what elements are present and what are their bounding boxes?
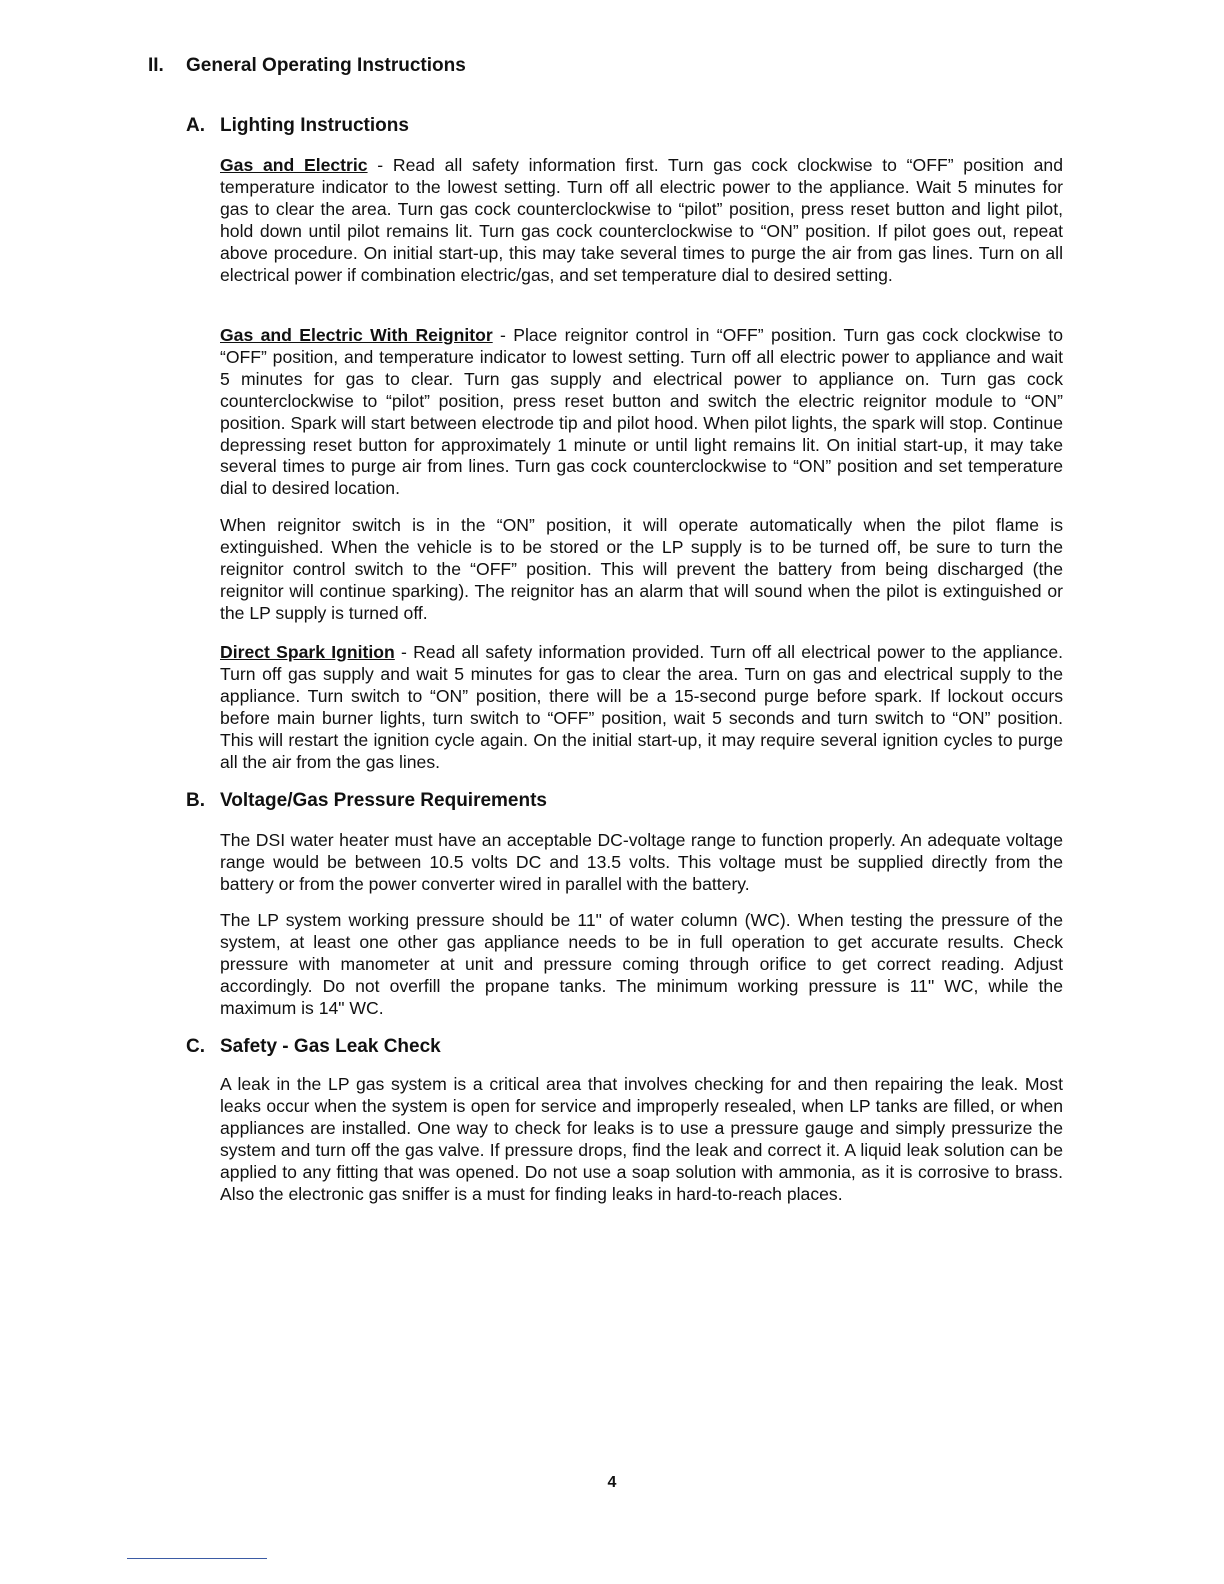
subsection-a-title: Lighting Instructions bbox=[220, 115, 409, 136]
voltage-paragraph: The DSI water heater must have an acceptable DC-voltage range to function properly. An adequate voltage range would be between 10.5 volts DC and 13.5 volts. This voltage must be supplied directly from the battery or from the power converter wired in parallel with the battery. bbox=[220, 830, 1063, 894]
direct-spark-lead: Direct Spark Ignition bbox=[220, 642, 395, 662]
reignitor-lead: Gas and Electric With Reignitor bbox=[220, 325, 493, 345]
reignitor-text: - Place reignitor control in “OFF” position. Turn gas cock clockwise to “OFF” position, and temperature indicator to lowest setting. Turn off all electric power to appliance and wait 5 minutes for gas to clear. Turn gas supply and electrical power to appliance on. Turn gas cock counterclockwise to “pilot” position, press reset button and switch the electric reignitor module to “ON” position. Spark will start between electrode tip and pilot hood. When pilot lights, the spark will stop. Continue depressing reset button for approximately 1 minute or until light remains lit. On initial start-up, it may take several times to purge air from lines. Turn gas cock counterclockwise to “ON” position and set temperature dial to desired location. bbox=[220, 325, 1063, 499]
subsection-c-heading bbox=[186, 1036, 441, 1058]
gas-electric-text: - Read all safety information first. Turn gas cock clockwise to “OFF” position and temperature indicator to the lowest setting. Turn off all electric power to the appliance. Wait 5 minutes for gas to clear the area. Turn gas cock counterclockwise to “pilot” position, press reset button and light pilot, hold down until pilot remains lit. Turn gas cock counterclockwise to “ON” position. If pilot goes out, repeat above procedure. On initial start-up, this may take several times to purge the air from gas lines. Turn on all electrical power if combination electric/gas, and set temperature dial to desired setting. bbox=[220, 155, 1063, 285]
subsection-b-number: B. bbox=[186, 790, 205, 811]
footer-rule bbox=[127, 1558, 267, 1559]
subsection-b-heading bbox=[186, 790, 547, 812]
subsection-a-heading bbox=[186, 115, 409, 137]
subsection-a-number: A. bbox=[186, 115, 205, 136]
direct-spark-paragraph bbox=[220, 642, 1063, 773]
subsection-c-number: C. bbox=[186, 1036, 205, 1057]
gas-electric-paragraph bbox=[220, 155, 1063, 286]
direct-spark-text: - Read all safety information provided. Turn off all electrical power to the appliance. Turn off gas supply and wait 5 minutes for gas to clear the area. Turn on gas and electrical supply to the appliance. Turn switch to “ON” position, there will be a 15-second purge before spark. If lockout occurs before main burner lights, turn switch to “OFF” position, wait 5 seconds and turn switch to “ON” position. This will restart the ignition cycle again. On the initial start-up, it may require several ignition cycles to purge all the air from the gas lines. bbox=[220, 642, 1063, 772]
page-number: 4 bbox=[607, 1474, 617, 1491]
subsection-b-title: Voltage/Gas Pressure Requirements bbox=[220, 790, 547, 811]
subsection-c-title: Safety - Gas Leak Check bbox=[220, 1036, 441, 1057]
reignitor-paragraph bbox=[220, 325, 1063, 500]
section-title: General Operating Instructions bbox=[186, 55, 466, 76]
gas-electric-lead: Gas and Electric bbox=[220, 155, 368, 175]
leak-check-paragraph: A leak in the LP gas system is a critical area that involves checking for and then repairing the leak. Most leaks occur when the system is open for service and improperly resealed, when LP tanks are filled, or when appliances are installed. One way to check for leaks is to use a pressure gauge and simply pressurize the system and turn off the gas valve. If pressure drops, find the leak and correct it. A liquid leak solution can be applied to any fitting that was opened. Do not use a soap solution with ammonia, as it is corrosive to brass. Also the electronic gas sniffer is a must for finding leaks in hard-to-reach places. bbox=[220, 1074, 1063, 1204]
reignitor-switch-paragraph: When reignitor switch is in the “ON” position, it will operate automatically when the pilot flame is extinguished. When the vehicle is to be stored or the LP supply is to be turned off, be sure to turn the reignitor control switch to the “OFF” position. This will prevent the battery from being discharged (the reignitor will continue sparking). The reignitor has an alarm that will sound when the pilot is extinguished or the LP supply is turned off. bbox=[220, 515, 1063, 623]
pressure-paragraph: The LP system working pressure should be 11" of water column (WC). When testing the pressure of the system, at least one other gas appliance needs to be in full operation to get accurate results. Check pressure with manometer at unit and pressure coming through orifice to get correct reading. Adjust accordingly. Do not overfill the propane tanks. The minimum working pressure is 11" WC, while the maximum is 14" WC. bbox=[220, 910, 1063, 1018]
section-number: II. bbox=[148, 55, 164, 76]
section-heading bbox=[148, 55, 466, 77]
